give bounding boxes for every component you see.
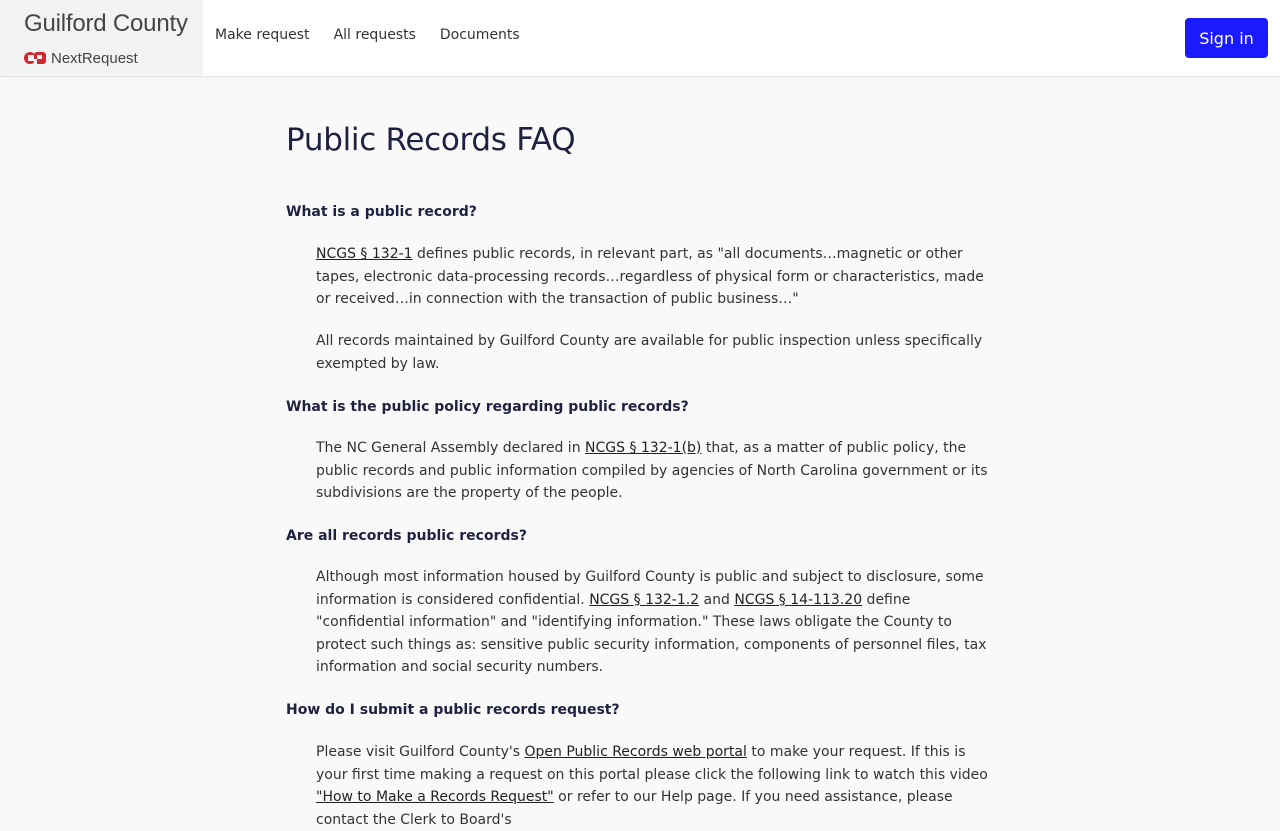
nextrequest-logo xyxy=(24,48,138,68)
statute-link[interactable]: NCGS § 132-1(b) xyxy=(585,440,702,456)
answer-text: defines public records, in relevant part, as "all documents…magnetic or other tapes, electronic data-processing records…regardless of physical form or characteristics, made or received…in connection with the transaction of public business…" xyxy=(316,246,984,307)
answer-text: to make your request. If this is your first time making a request on this portal please click the following link to watch this video xyxy=(316,744,988,783)
faq-answer xyxy=(316,741,996,831)
video-link[interactable]: "How to Make a Records Request" xyxy=(316,789,554,805)
sign-in-button[interactable]: Sign in xyxy=(1185,18,1268,58)
statute-link[interactable]: NCGS § 14-113.20 xyxy=(734,591,863,608)
portal-link[interactable]: Open Public Records web portal xyxy=(524,744,747,760)
brand-block[interactable] xyxy=(0,0,203,76)
faq-content xyxy=(286,118,996,828)
faq-answer xyxy=(316,330,996,375)
answer-text: All records maintained by Guilford County are available for public inspection unless specifically exempted by law. xyxy=(316,333,983,372)
answer-text: Although most information housed by Guilford County is public and subject to disclosure, some information is considered confidential. xyxy=(316,569,984,608)
faq-question: Are all records public records? xyxy=(286,528,527,544)
answer-text: and xyxy=(699,591,735,608)
nav-documents[interactable]: Documents xyxy=(439,27,520,43)
faq-answer xyxy=(316,566,996,679)
faq-answer xyxy=(316,243,996,311)
nextrequest-logo-icon xyxy=(24,51,46,65)
faq-question: What is a public record? xyxy=(286,204,477,220)
answer-text: The NC General Assembly declared in xyxy=(316,440,586,456)
nextrequest-logo-text: NextRequest xyxy=(51,49,138,67)
answer-text: or refer to our Help page. If you need assistance, please contact the Clerk to Board's xyxy=(316,789,953,828)
nav-all-requests[interactable]: All requests xyxy=(333,27,416,43)
statute-link[interactable]: NCGS § 132-1 xyxy=(316,246,413,262)
faq-question: What is the public policy regarding public records? xyxy=(286,399,689,415)
answer-text: define "confidential information" and "identifying information." These laws obligate the County to protect such things as: sensitive public security information, components of personnel files, tax information and social security numbers. xyxy=(316,591,987,675)
nav-make-request[interactable]: Make request xyxy=(215,27,310,43)
page-title: Public Records FAQ xyxy=(286,122,576,158)
faq-answer xyxy=(316,437,996,505)
brand-title[interactable]: Guilford County xyxy=(24,10,188,37)
answer-text: that, as a matter of public policy, the public records and public information compiled by agencies of North Carolina government or its subdivisions are the property of the people. xyxy=(316,440,988,501)
main-nav xyxy=(215,25,520,45)
top-navigation-bar xyxy=(0,0,1280,77)
answer-text: Please visit Guilford County's xyxy=(316,744,525,760)
faq-question: How do I submit a public records request? xyxy=(286,702,620,718)
statute-link[interactable]: NCGS § 132-1.2 xyxy=(589,591,700,608)
